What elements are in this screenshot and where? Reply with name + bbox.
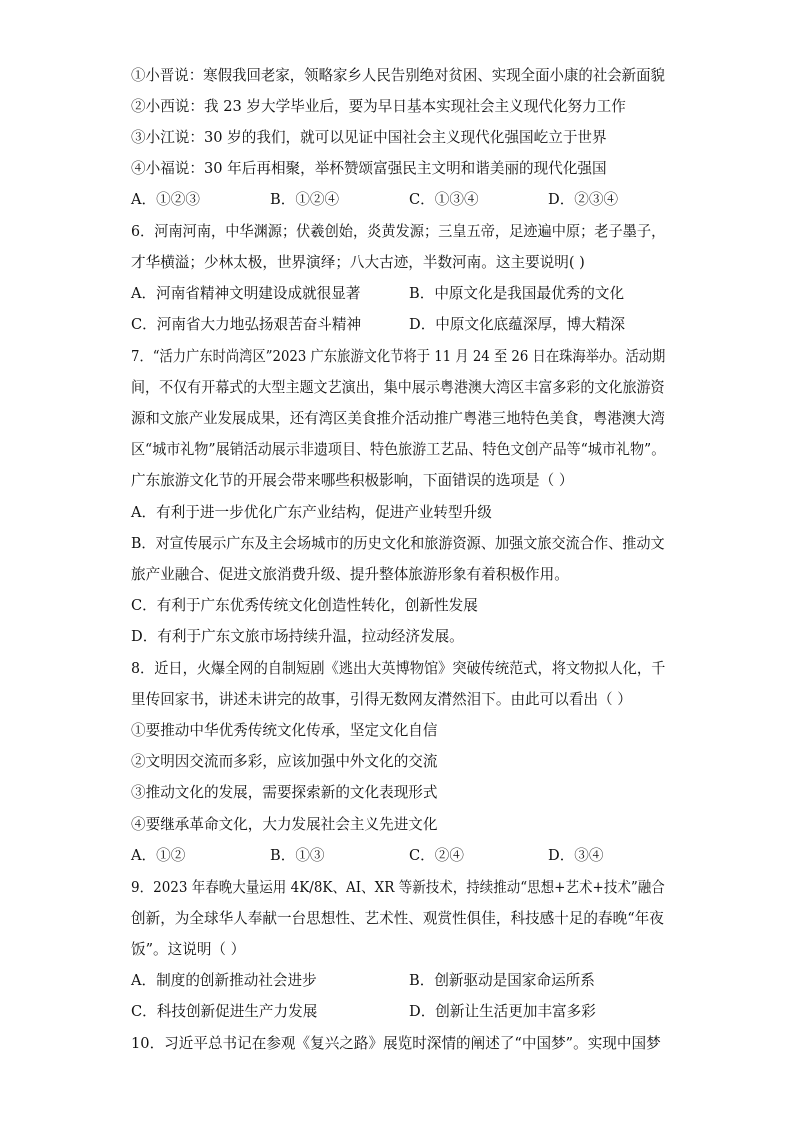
- q8-stem-line-2: 里传回家书，讲述未讲完的故事，引得无数网友潸然泪下。由此可以看出（ ）: [131, 691, 632, 708]
- q8-item-1: ①要推动中华优秀传统文化传承，坚定文化自信: [131, 722, 438, 739]
- q5-option-a[interactable]: A．①②③: [131, 191, 200, 208]
- q8-stem-line-1: 8．近日，火爆全网的自制短剧《逃出大英博物馆》突破传统范式，将文物拟人化，千: [131, 660, 666, 677]
- q9-option-b[interactable]: B．创新驱动是国家命运所系: [409, 972, 595, 989]
- q5-item-4: ④小福说：30 年后再相聚，举杯赞颂富强民主文明和谐美丽的现代化强国: [131, 160, 607, 177]
- q6-stem-line-1: 6．河南河南，中华渊源；伏羲创始，炎黄发源；三皇五帝，足迹遍中原；老子墨子，: [131, 223, 666, 240]
- q7-stem-line-4: 区“城市礼物”展销活动展示非遗项目、特色旅游工艺品、特色文创产品等“城市礼物”。: [131, 441, 666, 458]
- q7-option-b-continued[interactable]: 旅产业融合、促进文旅消费升级、提升整体旅游形象有着积极作用。: [131, 566, 569, 583]
- q5-item-1: ①小晋说：寒假我回老家，领略家乡人民告别绝对贫困、实现全面小康的社会新面貌: [131, 67, 665, 84]
- q7-stem-line-1: 7．“活力广东时尚湾区”2023 广东旅游文化节将于 11 月 24 至 26 日在珠海举办。活动期: [131, 348, 666, 365]
- q5-item-2: ②小西说：我 23 岁大学毕业后，要为早日基本实现社会主义现代化努力工作: [131, 98, 626, 115]
- q8-option-a[interactable]: A．①②: [131, 847, 186, 864]
- q6-option-d[interactable]: D．中原文化底蕴深厚，博大精深: [409, 316, 626, 333]
- q8-option-c[interactable]: C．②④: [409, 847, 464, 864]
- q7-stem-line-3: 源和文旅产业发展成果，还有湾区美食推介活动推广粤港三地特色美食，粤港澳大湾: [131, 410, 665, 427]
- q5-item-3: ③小江说：30 岁的我们，就可以见证中国社会主义现代化强国屹立于世界: [131, 129, 607, 146]
- q6-stem-line-2: 才华横溢；少林太极，世界演绎；八大古迹，半数河南。这主要说明( ): [131, 254, 585, 271]
- q9-stem-line-2: 创新，为全球华人奉献一台思想性、艺术性、观赏性俱佳，科技感十足的春晚“年夜: [131, 910, 664, 927]
- q6-option-b[interactable]: B．中原文化是我国最优秀的文化: [409, 285, 625, 302]
- q7-stem-line-2: 间，不仅有开幕式的大型主题文艺演出，集中展示粤港澳大湾区丰富多彩的文化旅游资: [131, 379, 665, 396]
- q8-item-4: ④要继承革命文化，大力发展社会主义先进文化: [131, 816, 438, 833]
- q9-option-a[interactable]: A．制度的创新推动社会进步: [131, 972, 317, 989]
- q5-option-d[interactable]: D．②③④: [548, 191, 619, 208]
- q9-stem-line-1: 9．2023 年春晚大量运用 4K/8K、AI、XR 等新技术，持续推动“思想+艺术+技术”融合: [131, 879, 665, 896]
- q7-stem-line-5: 广东旅游文化节的开展会带来哪些积极影响，下面错误的选项是（ ）: [131, 472, 574, 489]
- q8-item-3: ③推动文化的发展，需要探索新的文化表现形式: [131, 784, 438, 801]
- q9-option-c[interactable]: C．科技创新促进生产力发展: [131, 1003, 318, 1020]
- q8-option-b[interactable]: B．①③: [270, 847, 325, 864]
- q6-option-a[interactable]: A．河南省精神文明建设成就很显著: [131, 285, 361, 302]
- q5-option-c[interactable]: C．①③④: [409, 191, 479, 208]
- q7-option-d[interactable]: D．有利于广东文旅市场持续升温，拉动经济发展。: [131, 628, 464, 645]
- q8-option-d[interactable]: D．③④: [548, 847, 604, 864]
- q10-stem-line-1: 10．习近平总书记在参观《复兴之路》展览时深情的阐述了“中国梦”。实现中国梦: [131, 1035, 661, 1052]
- q7-option-b[interactable]: B．对宣传展示广东及主会场城市的历史文化和旅游资源、加强文旅交流合作、推动文: [131, 535, 665, 552]
- q7-option-a[interactable]: A．有利于进一步优化广东产业结构，促进产业转型升级: [131, 504, 492, 521]
- q5-option-b[interactable]: B．①②④: [270, 191, 340, 208]
- q6-option-c[interactable]: C．河南省大力地弘扬艰苦奋斗精神: [131, 316, 362, 333]
- q7-option-c[interactable]: C．有利于广东优秀传统文化创造性转化，创新性发展: [131, 597, 478, 614]
- q9-option-d[interactable]: D．创新让生活更加丰富多彩: [409, 1003, 596, 1020]
- q8-item-2: ②文明因交流而多彩，应该加强中外文化的交流: [131, 753, 438, 770]
- q9-stem-line-3: 饭”。这说明（ ）: [131, 941, 246, 958]
